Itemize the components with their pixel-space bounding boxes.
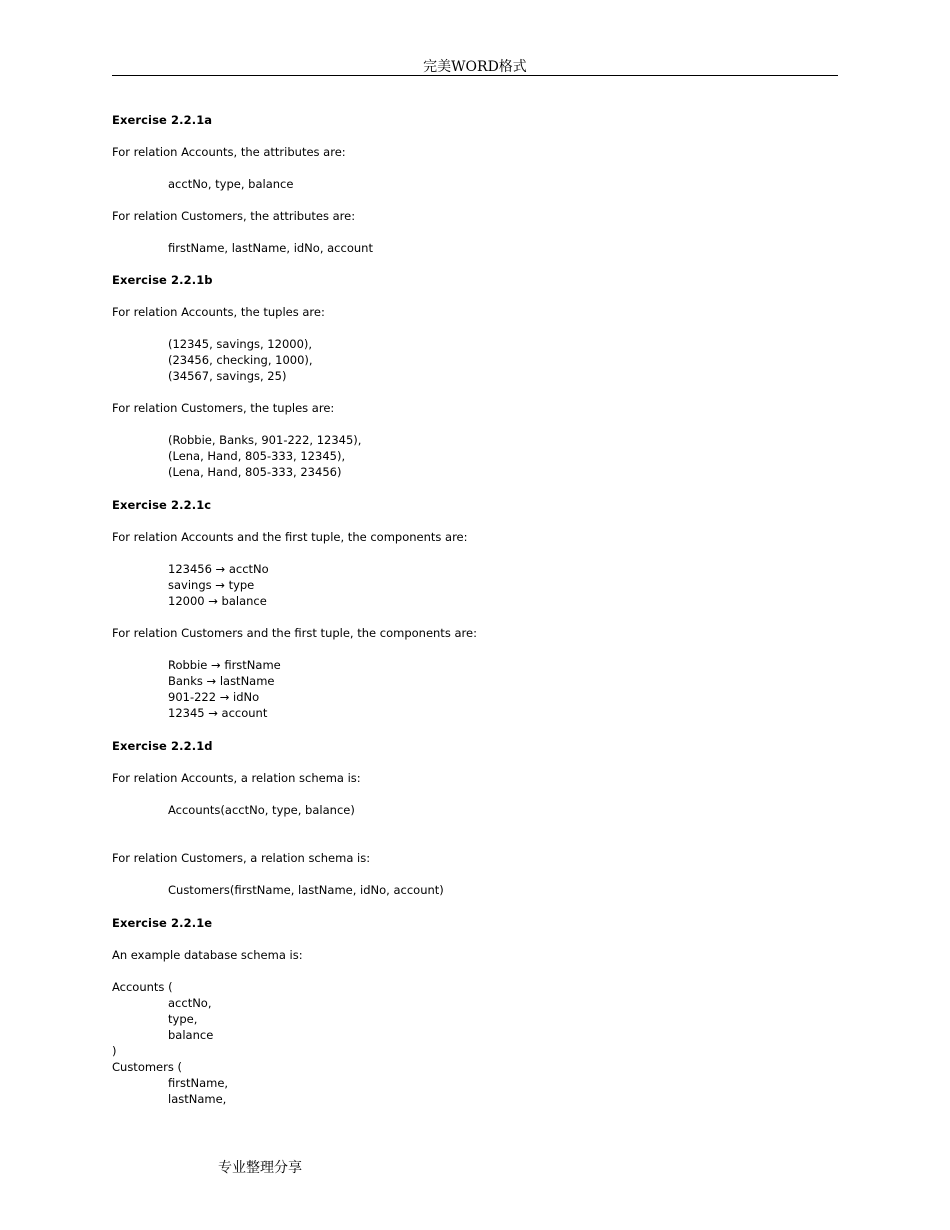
heading-exercise-2-2-1d: Exercise 2.2.1d (112, 739, 213, 753)
paragraph: For relation Customers, a relation schema is: (112, 851, 371, 865)
heading-exercise-2-2-1a: Exercise 2.2.1a (112, 113, 213, 127)
paragraph: For relation Accounts and the first tuple, the components are: (112, 530, 468, 544)
schema-field: lastName, (168, 1092, 227, 1106)
heading-exercise-2-2-1b: Exercise 2.2.1b (112, 273, 213, 287)
tuple-line: (Robbie, Banks, 901-222, 12345), (168, 433, 362, 447)
tuple-line: (12345, savings, 12000), (168, 337, 313, 351)
header-title: 完美WORD格式 (423, 59, 527, 75)
tuple-line: (23456, checking, 1000), (168, 353, 313, 367)
paragraph: For relation Accounts, the tuples are: (112, 305, 325, 319)
component-line: 12000 → balance (168, 594, 267, 608)
paragraph: For relation Accounts, the attributes are: (112, 145, 346, 159)
heading-exercise-2-2-1e: Exercise 2.2.1e (112, 916, 213, 930)
schema-line: Accounts(acctNo, type, balance) (168, 803, 355, 817)
tuple-line: (Lena, Hand, 805-333, 12345), (168, 449, 346, 463)
schema-field: balance (168, 1028, 214, 1042)
component-line: 12345 → account (168, 706, 268, 720)
schema-field: acctNo, (168, 996, 212, 1010)
tuple-line: (Lena, Hand, 805-333, 23456) (168, 465, 342, 479)
schema-open: Accounts ( (112, 980, 173, 994)
attribute-list: acctNo, type, balance (168, 177, 294, 191)
component-line: Banks → lastName (168, 674, 275, 688)
schema-close: ) (112, 1044, 117, 1058)
component-line: 901-222 → idNo (168, 690, 260, 704)
schema-line: Customers(firstName, lastName, idNo, account) (168, 883, 444, 897)
schema-open: Customers ( (112, 1060, 182, 1074)
paragraph: An example database schema is: (112, 948, 303, 962)
schema-field: type, (168, 1012, 198, 1026)
paragraph: For relation Customers, the tuples are: (112, 401, 335, 415)
tuple-line: (34567, savings, 25) (168, 369, 287, 383)
component-line: Robbie → firstName (168, 658, 281, 672)
component-line: 123456 → acctNo (168, 562, 269, 576)
paragraph: For relation Accounts, a relation schema is: (112, 771, 361, 785)
heading-exercise-2-2-1c: Exercise 2.2.1c (112, 498, 212, 512)
schema-field: firstName, (168, 1076, 229, 1090)
attribute-list: firstName, lastName, idNo, account (168, 241, 373, 255)
page-header (112, 55, 838, 76)
page-footer: 专业整理分享 (218, 1160, 302, 1176)
paragraph: For relation Customers and the first tuple, the components are: (112, 626, 477, 640)
paragraph: For relation Customers, the attributes are: (112, 209, 356, 223)
component-line: savings → type (168, 578, 255, 592)
